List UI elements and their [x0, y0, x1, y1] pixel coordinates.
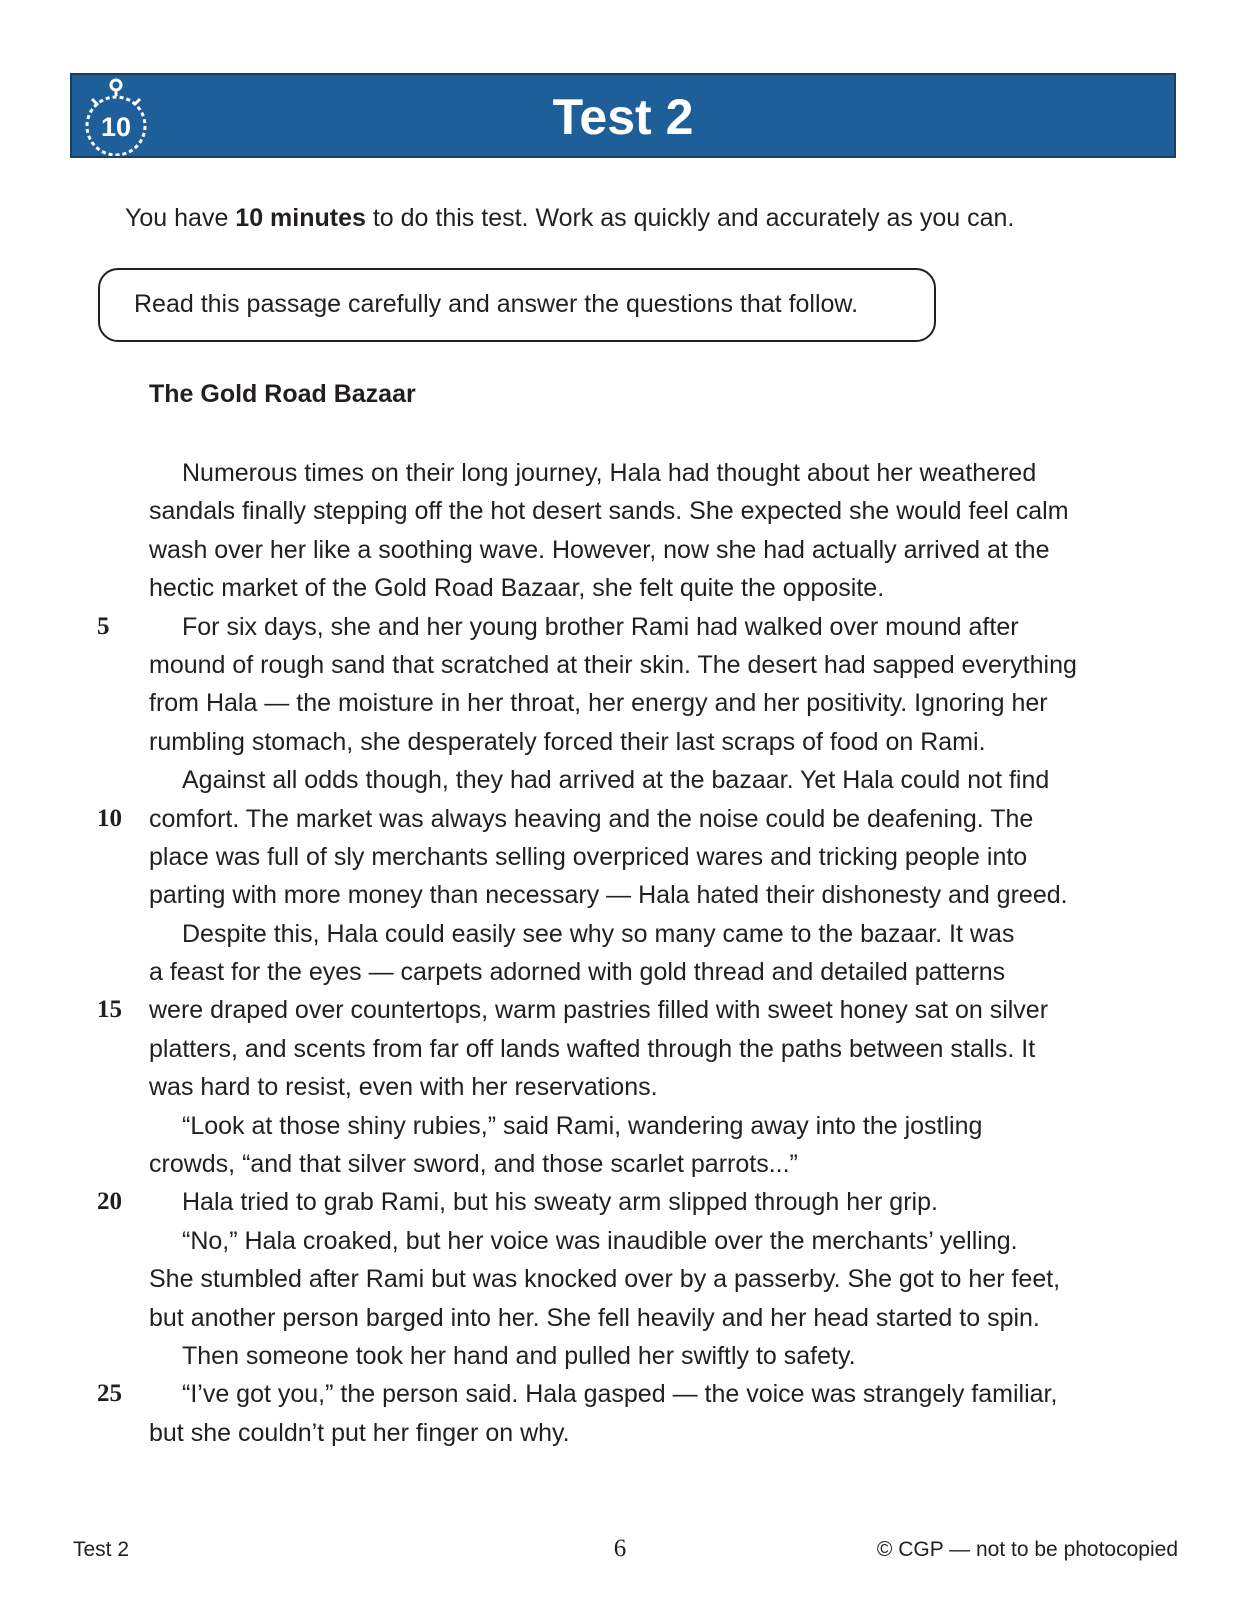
passage-line-text: were draped over countertops, warm pastries filled with sweet honey sat on silver [149, 996, 1049, 1025]
passage-line: place was full of sly merchants selling overpriced wares and tricking people into [149, 842, 1028, 871]
passage-line: “No,” Hala croaked, but her voice was inaudible over the merchants’ yelling. [182, 1226, 1018, 1255]
passage-line: sandals finally stepping off the hot desert sands. She expected she would feel calm [149, 497, 1069, 526]
passage-line: crowds, “and that silver sword, and those scarlet parrots...” [149, 1150, 798, 1179]
passage-line: parting with more money than necessary — Hala hated their dishonesty and greed. [149, 881, 1068, 910]
passage-line-25 [97, 1375, 1159, 1413]
passage-line: Against all odds though, they had arrived at the bazaar. Yet Hala could not find [182, 766, 1050, 795]
passage-line-text: comfort. The market was always heaving and the noise could be deafening. The [149, 804, 1034, 833]
page-number: 6 [613, 1535, 627, 1562]
line-number: 15 [97, 996, 122, 1024]
passage-line: hectic market of the Gold Road Bazaar, she felt quite the opposite. [149, 574, 885, 603]
timer-minutes: 10 [100, 112, 132, 142]
header-banner [70, 73, 1176, 158]
passage-line: Numerous times on their long journey, Hala had thought about her weathered [182, 459, 1037, 487]
passage-line: was hard to resist, even with her reservations. [149, 1073, 658, 1102]
passage-line: Despite this, Hala could easily see why so many came to the bazaar. It was [182, 919, 1015, 948]
line-number: 20 [97, 1188, 122, 1216]
passage-line: from Hala — the moisture in her throat, her energy and her positivity. Ignoring her [149, 689, 1048, 718]
passage-line-15 [97, 991, 1159, 1029]
intro-text [125, 202, 1014, 234]
passage-line: “Look at those shiny rubies,” said Rami, wandering away into the jostling [182, 1111, 983, 1140]
passage-line-5 [97, 608, 1159, 646]
line-number: 5 [97, 612, 110, 640]
intro-prefix: You have [125, 204, 236, 232]
passage-line: rumbling stomach, she desperately forced their last scraps of food on Rami. [149, 727, 986, 756]
passage-line-text: “I’ve got you,” the person said. Hala gasped — the voice was strangely familiar, [182, 1380, 1058, 1409]
copyright-notice: © CGP — not to be photocopied [876, 1538, 1178, 1561]
passage-line: platters, and scents from far off lands wafted through the paths between stalls. It [149, 1034, 1036, 1063]
passage-line: but another person barged into her. She fell heavily and her head started to spin. [149, 1303, 1040, 1332]
footer-test-label: Test 2 [73, 1538, 130, 1561]
passage-line-10 [97, 800, 1159, 838]
passage-line: mound of rough sand that scratched at their skin. The desert had sapped everything [149, 650, 1077, 679]
instruction-box: Read this passage carefully and answer the questions that follow. [98, 268, 936, 342]
passage-line: Then someone took her hand and pulled her swiftly to safety. [182, 1341, 856, 1370]
passage-line: She stumbled after Rami but was knocked over by a passerby. She got to her feet, [149, 1265, 1061, 1294]
passage-line: wash over her like a soothing wave. However, now she had actually arrived at the [149, 535, 1050, 564]
passage-line: a feast for the eyes — carpets adorned with gold thread and detailed patterns [149, 958, 1006, 987]
passage-line-text: For six days, she and her young brother Rami had walked over mound after [182, 612, 1019, 641]
passage-body [97, 454, 1159, 1452]
line-number: 25 [97, 1380, 122, 1408]
line-number: 10 [97, 804, 122, 832]
passage-line-20 [97, 1183, 1159, 1221]
passage-line: but she couldn’t put her finger on why. [149, 1418, 570, 1447]
page-title: Test 2 [552, 89, 694, 145]
passage-line-text: Hala tried to grab Rami, but his sweaty arm slipped through her grip. [182, 1188, 938, 1217]
passage-title: The Gold Road Bazaar [149, 380, 416, 408]
intro-time: 10 minutes [235, 204, 366, 232]
intro-suffix: to do this test. Work as quickly and accurately as you can. [365, 204, 1015, 232]
